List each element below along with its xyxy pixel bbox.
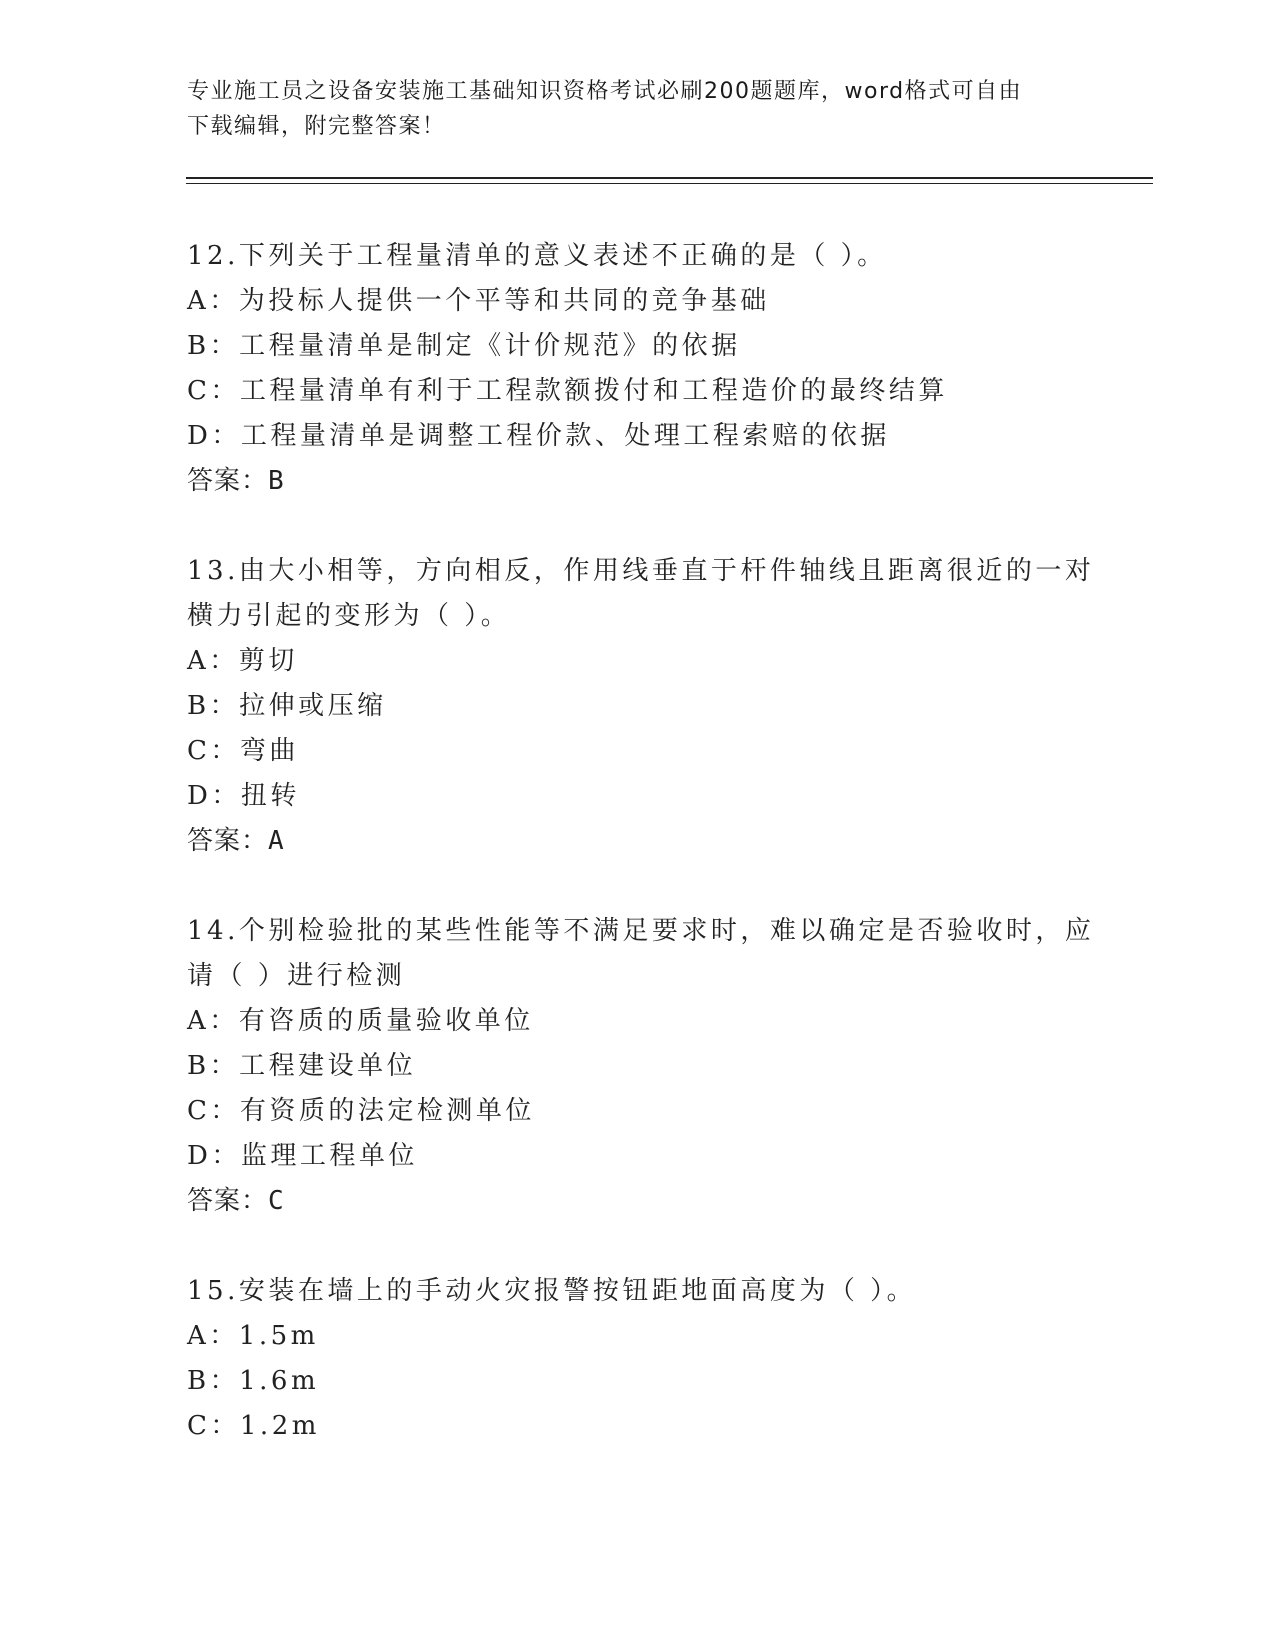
option-b: B：拉伸或压缩 [187,691,387,721]
option-c: C：弯曲 [187,736,299,766]
question-12 [187,234,1087,504]
question-15 [187,1269,1087,1449]
header-line: 专业施工员之设备安装施工基础知识资格考试必刷200题题库，word格式可自由 [187,79,1023,104]
answer-line [187,819,1087,864]
question-stem [187,234,1087,279]
question-stem [187,1269,1087,1314]
question-list [187,234,1095,1449]
option-a: A：有咨质的质量验收单位 [187,1006,534,1036]
option-d: D：扭转 [187,781,300,811]
option-b: B：1.6m [187,1366,320,1396]
question-13 [187,549,1095,864]
question-stem-line: 14.个别检验批的某些性能等不满足要求时，难以确定是否验收时，应 [187,916,1095,946]
question-stem-line: 15.安装在墙上的手动火灾报警按钮距地面高度为（ ）。 [187,1276,917,1306]
answer-line [187,1179,1087,1224]
question-stem-line: 13.由大小相等，方向相反，作用线垂直于杆件轴线且距离很近的一对 [187,556,1095,586]
question-stem-line: 请（ ）进行检测 [187,961,406,991]
answer-label: 答案： [187,1186,269,1216]
question-stem-line: 横力引起的变形为（ ）。 [187,601,511,631]
answer-value: C [268,1186,285,1216]
question-stem [187,549,1095,639]
header-divider [186,177,1153,184]
option-b: B：工程量清单是制定《计价规范》的依据 [187,331,741,361]
option-c: C：有资质的法定检测单位 [187,1096,535,1126]
question-stem-line: 12.下列关于工程量清单的意义表述不正确的是（ ）。 [187,241,887,271]
option-d: D：监理工程单位 [187,1141,418,1171]
answer-label: 答案： [187,826,269,856]
option-b: B：工程建设单位 [187,1051,417,1081]
answer-value: B [268,466,285,496]
option-a: A：为投标人提供一个平等和共同的竞争基础 [187,286,770,316]
option-a: A：1.5m [187,1321,319,1351]
answer-label: 答案： [187,466,269,496]
question-14 [187,909,1095,1224]
header-line: 下载编辑，附完整答案！ [187,114,446,139]
option-d: D：工程量清单是调整工程价款、处理工程索赔的依据 [187,421,890,451]
answer-value: A [268,826,285,856]
document-header [187,74,1067,144]
option-c: C：1.2m [187,1411,320,1441]
answer-line [187,459,1087,504]
question-stem [187,909,1095,999]
option-c: C：工程量清单有利于工程款额拨付和工程造价的最终结算 [187,376,948,406]
option-a: A：剪切 [187,646,298,676]
